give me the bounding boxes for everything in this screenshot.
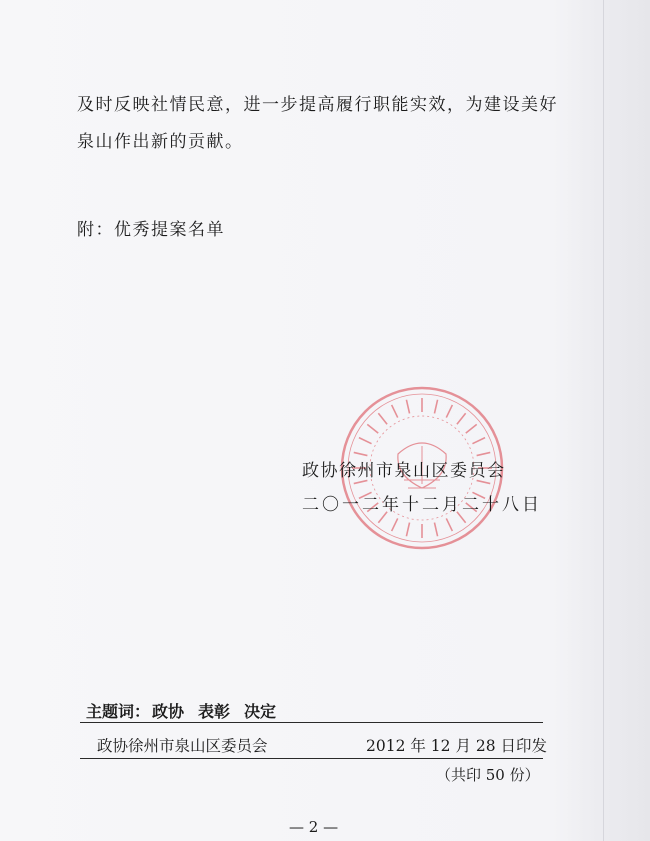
subject-keyword: 决定	[244, 702, 277, 721]
subject-keywords-label: 主题词：	[86, 702, 151, 721]
seal-ring-mark	[434, 400, 437, 414]
seal-ring-mark	[378, 413, 387, 424]
body-text-line-2: 泉山作出新的贡献。	[77, 132, 244, 152]
seal-ring-mark	[446, 518, 452, 531]
seal-ring-mark	[406, 400, 409, 414]
subject-keyword: 表彰	[198, 702, 231, 721]
footer-rule-top	[80, 722, 543, 723]
seal-ring-mark	[406, 523, 409, 537]
page-number: — 2 —	[289, 818, 339, 836]
seal-ring-mark	[359, 438, 372, 444]
seal-ring-mark	[472, 438, 485, 444]
page-edge	[603, 0, 604, 841]
issue-date: 2012 年 12 月 28 日印发	[366, 737, 548, 755]
seal-ring-mark	[434, 523, 437, 537]
seal-ring-mark	[367, 424, 378, 433]
signature-date: 二〇一二年十二月二十八日	[302, 495, 542, 515]
seal-ring-mark	[457, 413, 466, 424]
print-copies: （共印 50 份）	[436, 766, 540, 784]
body-text-line-1: 及时反映社情民意，进一步提高履行职能实效，为建设美好	[77, 95, 558, 115]
signature-organization: 政协徐州市泉山区委员会	[302, 461, 506, 481]
footer-rule-bottom	[80, 758, 543, 759]
seal-ring-mark	[392, 405, 398, 418]
seal-ring-mark	[466, 424, 477, 433]
issuing-organization: 政协徐州市泉山区委员会	[97, 737, 268, 755]
attachment-note: 附：优秀提案名单	[77, 220, 225, 240]
subject-keywords	[86, 699, 290, 722]
seal-ring-mark	[446, 405, 452, 418]
seal-ring-mark	[392, 518, 398, 531]
subject-keyword: 政协	[152, 702, 185, 721]
